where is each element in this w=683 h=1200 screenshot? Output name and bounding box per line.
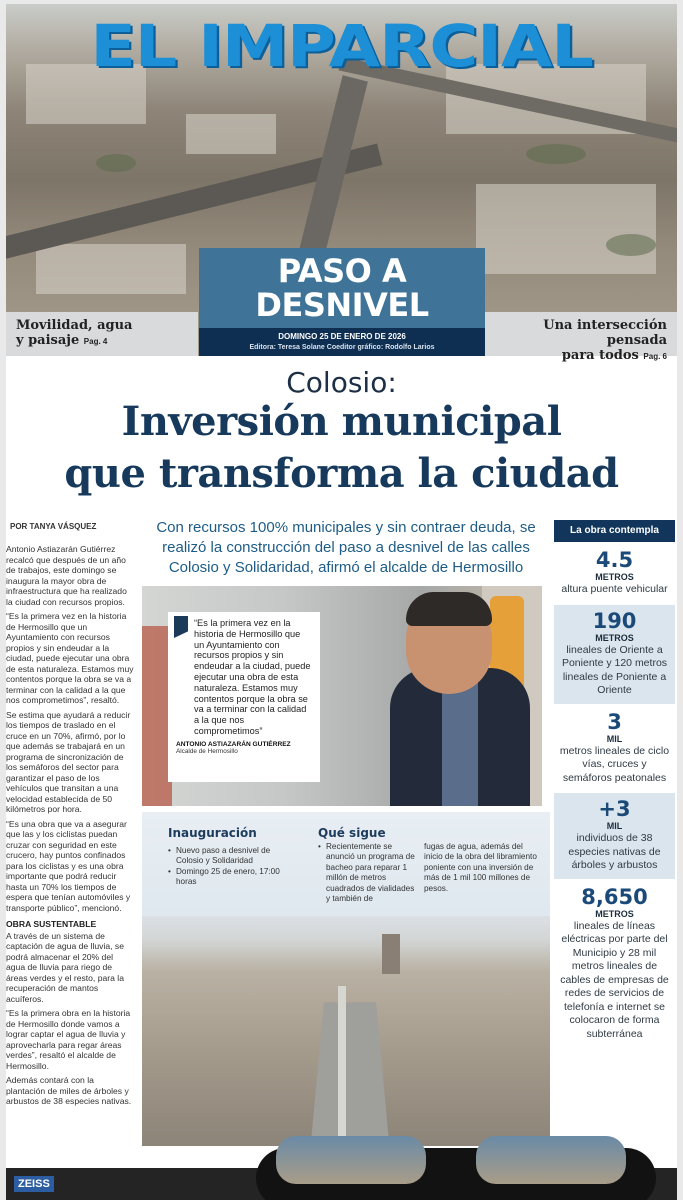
body-paragraph: Antonio Astiazarán Gutiérrez recalcó que después de un año de trabajos, este domingo se inaugura la mayor obra de infraestructura que ha realizado la ciudad con recursos propios.: [6, 544, 127, 607]
stat-number: 8,650: [581, 884, 648, 909]
quote-author: ANTONIO ASTIAZARÁN GUTIÉRREZ: [176, 740, 291, 748]
kicker: Colosio:: [286, 366, 397, 399]
body-subhead: OBRA SUSTENTABLE: [6, 919, 97, 929]
body-paragraph: Además contará con la plantación de miles de árboles y arbustos de 38 especies nativas.: [6, 1075, 132, 1106]
stat-item: [554, 706, 675, 792]
headline-line1: Inversión municipal: [121, 398, 562, 445]
stats-sidebar: [554, 520, 675, 1047]
quote-mark-icon: [174, 616, 188, 638]
stat-item: [554, 793, 675, 879]
headline-line2: que transforma la ciudad: [64, 450, 619, 497]
stat-unit: MIL: [606, 733, 623, 744]
teaser-right[interactable]: [485, 312, 677, 363]
teaser-right-page: Pag. 6: [643, 352, 667, 361]
inauguracion-list: [168, 846, 288, 888]
body-paragraph: A través de un sistema de captación de agua de lluvia, se podrá almacenar el 20% del agua de lluvia para riego de áreas verdes y el resto, para la recuperación de mantos acuíferos.: [6, 930, 125, 1004]
que-sigue-list: [318, 842, 418, 904]
que-sigue-title: Qué sigue: [318, 826, 386, 840]
info-box: [142, 812, 550, 916]
section-title-line2: DESNIVEL: [255, 286, 429, 324]
teaser-left-line2: y paisaje: [16, 333, 80, 348]
body-paragraph: “Es una obra que va a asegurar que las y los ciclistas puedan cruzar con seguridad en este crucero, hay puntos confinados para los ciclistas y es una obra importante que podrá reducir hasta un 70% los tiempos de espera que tenían automóviles y transporte público”, mencionó.: [6, 818, 131, 913]
list-item: • Nuevo paso a desnivel de Colosio y Solidaridad: [168, 846, 288, 867]
stat-description: individuos de 38 especies nativas de árboles y arbustos: [568, 832, 661, 871]
stat-number: 4.5: [595, 548, 634, 572]
stat-description: lineales de líneas eléctricas por parte del Municipio y 28 mil metros lineales de cables de empresas de redes de servicios de telefonía e internet se colocaron de forma subterránea: [560, 919, 669, 1040]
teaser-right-line1: Una intersección pensada: [543, 318, 667, 348]
stat-item: [554, 605, 675, 704]
body-paragraph: Se estima que ayudará a reducir los tiempos de traslado en el cruce en un 70%, afirmó, por lo que además se trabajará en un programa de sincronización de los semáforos del sector para garantizar el paso de los vehículos que transitan a una velocidad establecida de 50 kilómetros por hora.: [6, 709, 131, 814]
stat-unit: METROS: [595, 632, 634, 643]
list-item: • Recientemente se anunció un programa de bacheo para reparar 1 millón de metros cuadrados de vialidades y también de: [318, 842, 418, 904]
eyeglasses-image: [256, 1148, 656, 1200]
que-sigue-continued: fugas de agua, además del inicio de la obra del libramiento poniente con una inversión de más de 1 mil 100 millones de pesos.: [424, 842, 537, 893]
masthead-logo[interactable]: EL IMPARCIAL: [90, 12, 593, 80]
byline: POR TANYA VÁSQUEZ: [10, 522, 97, 531]
pull-quote: [168, 612, 320, 782]
section-title-line1: PASO A: [277, 252, 407, 290]
teaser-left-line1: Movilidad, agua: [16, 318, 133, 333]
quote-text: “Es la primera vez en la historia de Hermosillo que un Ayuntamiento con recursos propios y sin endeudar a la ciudad, puede ejecutar una obra de esta naturaleza. Estamos muy contentos porque la obra se va a terminar con la calidad a la que nos comprometimos”: [194, 618, 311, 736]
section-title: [199, 248, 485, 328]
stat-unit: METROS: [595, 908, 634, 919]
stat-description: lineales de Oriente a Poniente y 120 metros lineales de Poniente a Oriente: [561, 643, 668, 696]
zeiss-logo: ZEISS: [14, 1176, 54, 1192]
stats-title: La obra contempla: [554, 520, 675, 542]
stat-number: +3: [598, 797, 631, 821]
inauguracion-title: Inauguración: [168, 826, 257, 840]
teaser-right-line2: para todos: [561, 348, 639, 363]
advertisement-banner[interactable]: [6, 1168, 677, 1200]
teaser-left-page: Pag. 4: [83, 337, 108, 346]
quote-author-role: Alcalde de Hermosillo: [176, 747, 238, 755]
stat-unit: MIL: [606, 821, 623, 831]
body-paragraph: “Es la primera obra en la historia de Hermosillo donde vamos a lograr captar el agua de lluvia y aprovecharla para regar áreas verdes”, resaltó el alcalde de Hermosillo.: [6, 1008, 131, 1071]
stat-item: [554, 544, 675, 603]
stat-number: 3: [607, 709, 622, 734]
headline: [6, 396, 677, 500]
newspaper-page: [6, 4, 677, 1200]
stat-description: altura puente vehicular: [561, 583, 668, 595]
list-item: • Domingo 25 de enero, 17:00 horas: [168, 867, 288, 888]
mayor-photo: [142, 586, 542, 806]
stat-number: 190: [592, 608, 637, 633]
overpass-aerial-photo: [142, 916, 550, 1146]
section-date: DOMINGO 25 DE ENERO DE 2026: [278, 332, 406, 341]
section-banner: [199, 248, 485, 356]
deck-summary: Con recursos 100% municipales y sin contraer deuda, se realizó la construcción del paso a desnivel de las calles Colosio y Solidaridad, afirmó el alcalde de Hermosillo: [156, 519, 536, 576]
stat-unit: METROS: [595, 572, 634, 582]
body-paragraph: “Es la primera vez en la historia de Hermosillo que un Ayuntamiento con recursos propios y sin endeudar a la ciudad, puede ejecutar una obra de esta naturaleza. Estamos muy contentos porque la obra se va a terminar con la calidad a la que nos comprometimos”, resaltó.: [6, 611, 134, 705]
stat-description: metros lineales de ciclo vías, cruces y semáforos peatonales: [559, 744, 670, 784]
section-credits: Editora: Teresa Solane Coeditor gráfico: Rodolfo Larios: [249, 344, 435, 351]
article-body: [6, 544, 134, 1111]
teaser-left[interactable]: [6, 312, 198, 356]
stat-item: [554, 881, 675, 1048]
